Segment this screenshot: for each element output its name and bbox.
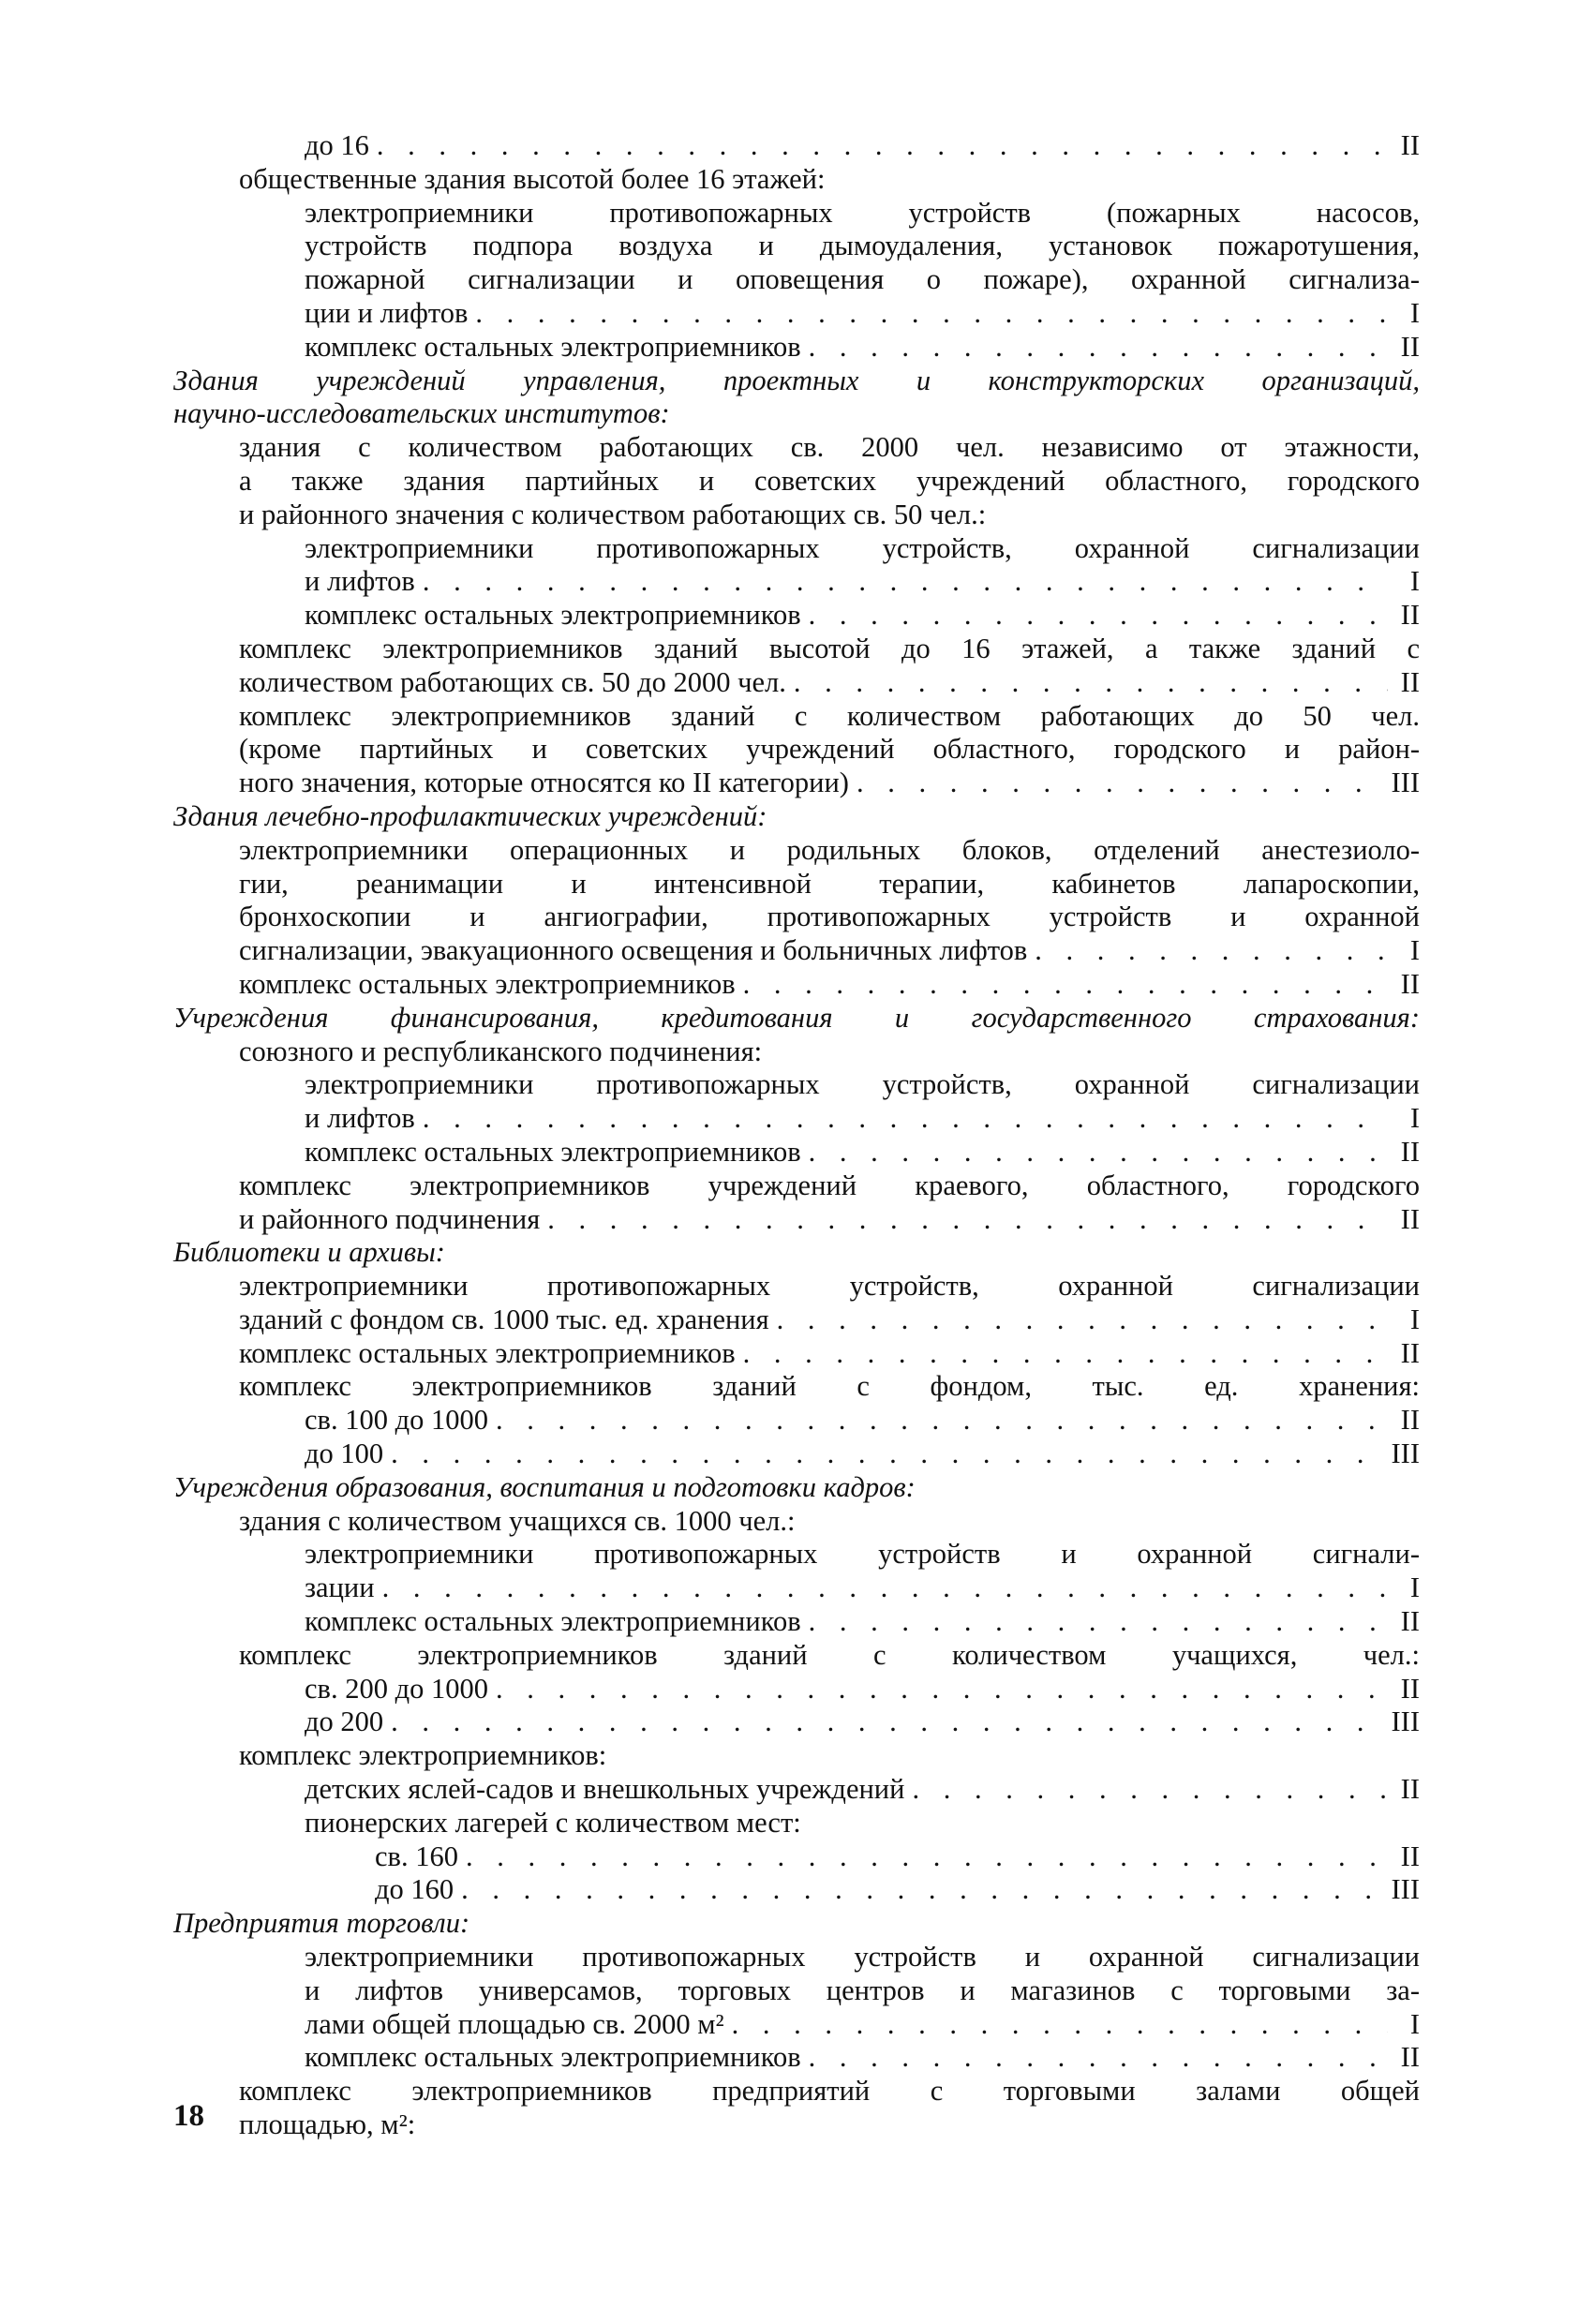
reliability-category: III <box>1391 767 1420 799</box>
dot-leader <box>809 2041 1388 2075</box>
text-line <box>173 1807 1420 1840</box>
line-text: (кроме партийных и советских учреждений областного, городского и район- <box>239 733 1420 766</box>
category-entry <box>173 1304 1420 1337</box>
category-entry <box>173 1438 1420 1471</box>
category-entry <box>173 767 1420 800</box>
dot-leader <box>809 1136 1388 1169</box>
line-text: комплекс электроприемников зданий высотой до 16 этажей, а также зданий с <box>239 632 1420 664</box>
line-text: лами общей площадью св. 2000 м² <box>305 2007 724 2040</box>
section-heading <box>173 365 1420 398</box>
dot-leader <box>912 1773 1388 1807</box>
reliability-category: II <box>1400 129 1420 161</box>
text-line <box>173 1169 1420 1203</box>
line-text: электроприемники противопожарных устройств, охранной сигнализации <box>239 1270 1420 1303</box>
dot-leader <box>377 129 1388 163</box>
text-line <box>173 1941 1420 1974</box>
line-text: комплекс остальных электроприемников <box>305 2041 801 2074</box>
reliability-category: I <box>1409 2007 1420 2040</box>
text-line <box>173 901 1420 934</box>
text-line <box>173 868 1420 901</box>
reliability-category: II <box>1400 1672 1420 1705</box>
reliability-category: II <box>1400 1605 1420 1638</box>
reliability-category: III <box>1391 1873 1420 1906</box>
line-text: св. 100 до 1000 <box>305 1404 488 1437</box>
line-text: Учреждения образования, воспитания и подготовки кадров: <box>173 1470 916 1503</box>
dot-leader <box>382 1572 1388 1605</box>
category-entry <box>173 666 1420 700</box>
category-entry <box>173 2041 1420 2075</box>
reliability-category: I <box>1409 1102 1420 1135</box>
section-heading <box>173 800 1420 834</box>
line-text: электроприемники противопожарных устройств и охранной сигнализации <box>305 1941 1420 1974</box>
reliability-category: II <box>1400 2041 1420 2074</box>
reliability-category: II <box>1400 1336 1420 1369</box>
line-text: электроприемники противопожарных устройств, охранной сигнализации <box>305 1068 1420 1101</box>
reliability-category: II <box>1400 1404 1420 1437</box>
category-entry <box>173 1203 1420 1237</box>
reliability-category: II <box>1400 665 1420 698</box>
category-entry <box>173 1773 1420 1807</box>
category-entry <box>173 565 1420 599</box>
category-entry <box>173 1337 1420 1371</box>
section-heading <box>173 1471 1420 1505</box>
line-text: до 200 <box>305 1706 384 1738</box>
line-text: комплекс электроприемников предприятий с торговыми залами общей <box>239 2075 1420 2108</box>
line-text: св. 160 <box>375 1840 458 1872</box>
line-text: и районного значения с количеством работающих св. 50 чел.: <box>239 498 987 530</box>
text-line <box>173 2075 1420 2108</box>
line-text: комплекс остальных электроприемников <box>239 967 736 1000</box>
line-text: ного значения, которые относятся ко II категории) <box>239 767 849 799</box>
category-entry <box>173 297 1420 331</box>
line-text: общественные здания высотой более 16 этажей: <box>239 162 826 195</box>
dot-leader <box>1035 934 1388 968</box>
line-text: и районного подчинения <box>239 1202 541 1235</box>
dot-leader <box>857 767 1384 800</box>
line-text: пионерских лагерей с количеством мест: <box>305 1806 801 1839</box>
text-line <box>173 1639 1420 1673</box>
dot-leader <box>461 1873 1383 1907</box>
reliability-category: II <box>1400 1202 1420 1235</box>
category-entry <box>173 1840 1420 1874</box>
text-line <box>173 499 1420 532</box>
line-text: количеством работающих св. 50 до 2000 чел. <box>239 665 786 698</box>
dot-leader <box>743 1337 1388 1371</box>
line-text: пожарной сигнализации и оповещения о пожаре), охранной сигнализа- <box>305 263 1420 296</box>
line-text: зданий с фондом св. 1000 тыс. ед. хранения <box>239 1303 769 1335</box>
line-text: электроприемники противопожарных устройств (пожарных насосов, <box>305 196 1420 229</box>
text-line <box>173 1035 1420 1069</box>
line-text: здания с количеством работающих св. 2000 чел. независимо от этажности, <box>239 431 1420 464</box>
reliability-category: I <box>1409 565 1420 598</box>
line-text: сигнализации, эвакуационного освещения и больничных лифтов <box>239 934 1028 967</box>
category-entry <box>173 968 1420 1002</box>
dot-leader <box>475 297 1388 331</box>
reliability-category: I <box>1409 934 1420 967</box>
category-entry <box>173 1873 1420 1907</box>
category-entry <box>173 129 1420 163</box>
dot-leader <box>496 1673 1388 1706</box>
text-line <box>173 532 1420 566</box>
category-entry <box>173 599 1420 633</box>
line-text: комплекс остальных электроприемников <box>305 1135 801 1168</box>
dot-leader <box>547 1203 1388 1237</box>
line-text: Здания лечебно-профилактических учреждений: <box>173 799 767 832</box>
reliability-category: III <box>1391 1706 1420 1738</box>
dot-leader <box>743 968 1388 1002</box>
category-entry <box>173 1605 1420 1639</box>
line-text: комплекс электроприемников зданий с количеством работающих до 50 чел. <box>239 699 1420 732</box>
dot-leader <box>466 1840 1388 1874</box>
line-text: электроприемники операционных и родильных блоков, отделений анестезиоло- <box>239 833 1420 866</box>
section-heading <box>173 1002 1420 1035</box>
text-line <box>173 2108 1420 2142</box>
line-text: зации <box>305 1572 375 1604</box>
line-text: и лифтов <box>305 1102 415 1135</box>
line-text: гии, реанимации и интенсивной терапии, кабинетов лапароскопии, <box>239 867 1420 900</box>
line-text: до 160 <box>375 1873 454 1906</box>
line-text: до 16 <box>305 129 369 161</box>
category-entry <box>173 331 1420 365</box>
dot-leader <box>732 2008 1388 2042</box>
line-text: комплекс электроприемников учреждений краевого, областного, городского <box>239 1169 1420 1201</box>
line-text: комплекс остальных электроприемников <box>305 1605 801 1638</box>
text-line <box>173 633 1420 666</box>
line-text: устройств подпора воздуха и дымоудаления, установок пожаротушения, <box>305 230 1420 262</box>
text-line <box>173 834 1420 868</box>
dot-leader <box>809 331 1388 365</box>
section-heading <box>173 397 1420 431</box>
text-line <box>173 163 1420 197</box>
category-entry <box>173 1404 1420 1438</box>
reliability-category: II <box>1400 330 1420 363</box>
dot-leader <box>809 599 1388 633</box>
text-line <box>173 1505 1420 1539</box>
text-line <box>173 1974 1420 2008</box>
reliability-category: II <box>1400 1840 1420 1872</box>
line-text: электроприемники противопожарных устройств, охранной сигнализации <box>305 531 1420 564</box>
category-entry <box>173 2008 1420 2042</box>
category-entry <box>173 1572 1420 1605</box>
text-line <box>173 465 1420 499</box>
section-heading <box>173 1907 1420 1941</box>
line-text: Учреждения финансирования, кредитования и государственного страхования: <box>173 1001 1420 1034</box>
text-line <box>173 431 1420 465</box>
page-number: 18 <box>173 2099 204 2133</box>
category-entry <box>173 1706 1420 1739</box>
line-text: и лифтов <box>305 565 415 598</box>
category-entry <box>173 1673 1420 1706</box>
reliability-category: II <box>1400 967 1420 1000</box>
line-text: Здания учреждений управления, проектных и конструкторских организаций, <box>173 364 1420 396</box>
text-line <box>173 1370 1420 1404</box>
section-heading <box>173 1236 1420 1270</box>
text-line <box>173 1538 1420 1572</box>
line-text: Предприятия торговли: <box>173 1907 470 1940</box>
category-entry <box>173 1136 1420 1169</box>
line-text: площадью, м²: <box>239 2108 416 2141</box>
text-line <box>173 733 1420 767</box>
line-text: до 100 <box>305 1438 384 1470</box>
line-text: электроприемники противопожарных устройств и охранной сигнали- <box>305 1538 1420 1571</box>
text-line <box>173 230 1420 263</box>
dot-leader <box>496 1404 1388 1438</box>
text-line <box>173 700 1420 734</box>
line-text: здания с количеством учащихся св. 1000 чел.: <box>239 1504 796 1537</box>
reliability-category: III <box>1391 1438 1420 1470</box>
dot-leader <box>423 1102 1388 1136</box>
reliability-category: II <box>1400 599 1420 632</box>
page-text <box>173 129 1420 2142</box>
line-text: Библиотеки и архивы: <box>173 1236 445 1269</box>
line-text: научно-исследовательских институтов: <box>173 397 670 430</box>
dot-leader <box>423 565 1388 599</box>
text-line <box>173 1270 1420 1304</box>
line-text: комплекс остальных электроприемников <box>305 330 801 363</box>
line-text: а также здания партийных и советских учреждений областного, городского <box>239 464 1420 497</box>
text-line <box>173 1739 1420 1773</box>
line-text: бронхоскопии и ангиографии, противопожарных устройств и охранной <box>239 901 1420 933</box>
dot-leader <box>794 666 1388 700</box>
category-entry <box>173 934 1420 968</box>
text-line <box>173 263 1420 297</box>
reliability-category: II <box>1400 1773 1420 1806</box>
text-line <box>173 197 1420 231</box>
line-text: ции и лифтов <box>305 296 469 329</box>
dot-leader <box>391 1706 1383 1739</box>
dot-leader <box>391 1438 1383 1471</box>
reliability-category: II <box>1400 1135 1420 1168</box>
text-line <box>173 1068 1420 1102</box>
line-text: св. 200 до 1000 <box>305 1672 488 1705</box>
line-text: детских яслей-садов и внешкольных учреждений <box>305 1773 905 1806</box>
line-text: союзного и республиканского подчинения: <box>239 1035 763 1067</box>
line-text: комплекс электроприемников: <box>239 1739 607 1772</box>
dot-leader <box>777 1304 1388 1337</box>
category-entry <box>173 1102 1420 1136</box>
line-text: комплекс электроприемников зданий с фондом, тыс. ед. хранения: <box>239 1370 1420 1403</box>
dot-leader <box>809 1605 1388 1639</box>
reliability-category: I <box>1409 296 1420 329</box>
line-text: комплекс остальных электроприемников <box>305 599 801 632</box>
line-text: комплекс электроприемников зданий с количеством учащихся, чел.: <box>239 1638 1420 1671</box>
reliability-category: I <box>1409 1303 1420 1335</box>
line-text: комплекс остальных электроприемников <box>239 1336 736 1369</box>
reliability-category: I <box>1409 1572 1420 1604</box>
line-text: и лифтов универсамов, торговых центров и магазинов с торговыми за- <box>305 1974 1420 2006</box>
